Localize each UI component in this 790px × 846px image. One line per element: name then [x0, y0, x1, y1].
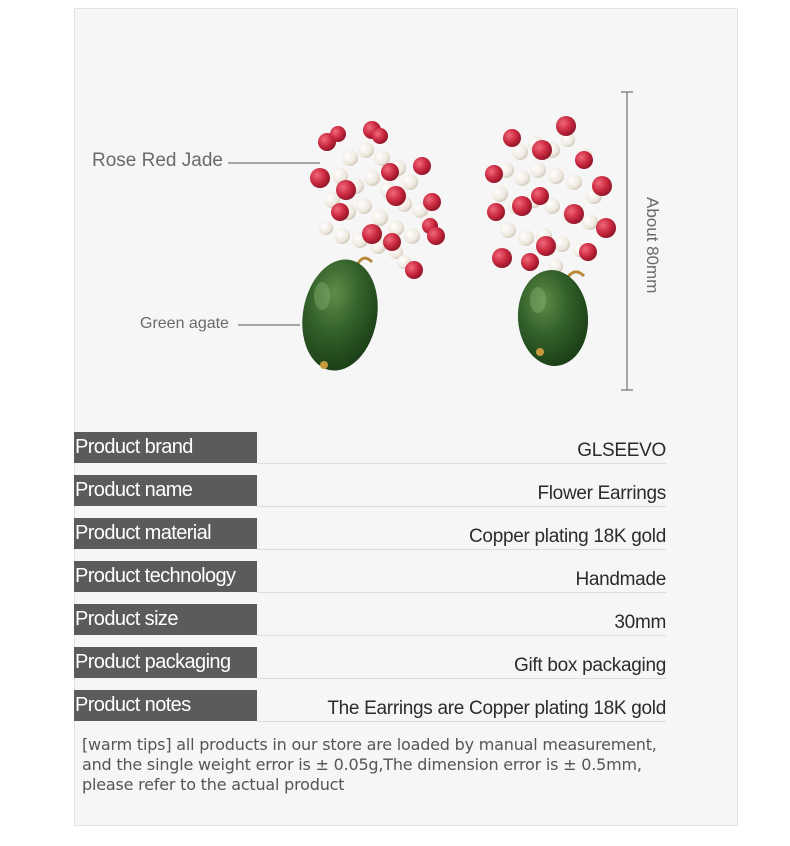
spec-label: Product technology — [74, 561, 257, 592]
warm-tips — [82, 735, 682, 795]
spec-divider — [257, 678, 666, 679]
green-agate-label: Green agate — [140, 315, 229, 332]
spec-divider — [257, 721, 666, 722]
spec-row-name — [74, 475, 666, 518]
spec-value: Gift box packaging — [514, 655, 666, 676]
spec-label: Product brand — [74, 432, 257, 463]
spec-value: The Earrings are Copper plating 18K gold — [327, 698, 666, 719]
spec-row-size — [74, 604, 666, 647]
earrings-product-photo — [0, 0, 790, 420]
spec-value: GLSEEVO — [577, 440, 666, 461]
spec-divider — [257, 549, 666, 550]
spec-row-notes — [74, 690, 666, 733]
spec-divider — [257, 463, 666, 464]
spec-divider — [257, 592, 666, 593]
spec-value: Handmade — [575, 569, 666, 590]
spec-divider — [257, 506, 666, 507]
spec-row-packaging — [74, 647, 666, 690]
left-earring — [294, 121, 445, 377]
dimension-marker — [621, 92, 633, 390]
spec-label: Product size — [74, 604, 257, 635]
warm-tips-line: [warm tips] all products in our store are loaded by manual measurement, — [82, 735, 657, 754]
spec-label: Product packaging — [74, 647, 257, 678]
spec-value: Copper plating 18K gold — [469, 526, 666, 547]
spec-value: 30mm — [614, 612, 666, 633]
spec-row-material — [74, 518, 666, 561]
left-green-agate — [294, 253, 386, 376]
spec-label: Product notes — [74, 690, 257, 721]
right-green-agate — [515, 268, 592, 369]
spec-row-technology — [74, 561, 666, 604]
dimension-label: About 80mm — [643, 197, 662, 294]
spec-row-brand — [74, 432, 666, 475]
spec-value: Flower Earrings — [537, 483, 666, 504]
spec-divider — [257, 635, 666, 636]
spec-label: Product name — [74, 475, 257, 506]
right-earring — [485, 116, 616, 368]
warm-tips-line: please refer to the actual product — [82, 775, 345, 794]
warm-tips-line: and the single weight error is ± 0.05g,The dimension error is ± 0.5mm, — [82, 755, 642, 774]
rose-red-jade-label: Rose Red Jade — [92, 150, 223, 171]
spec-label: Product material — [74, 518, 257, 549]
